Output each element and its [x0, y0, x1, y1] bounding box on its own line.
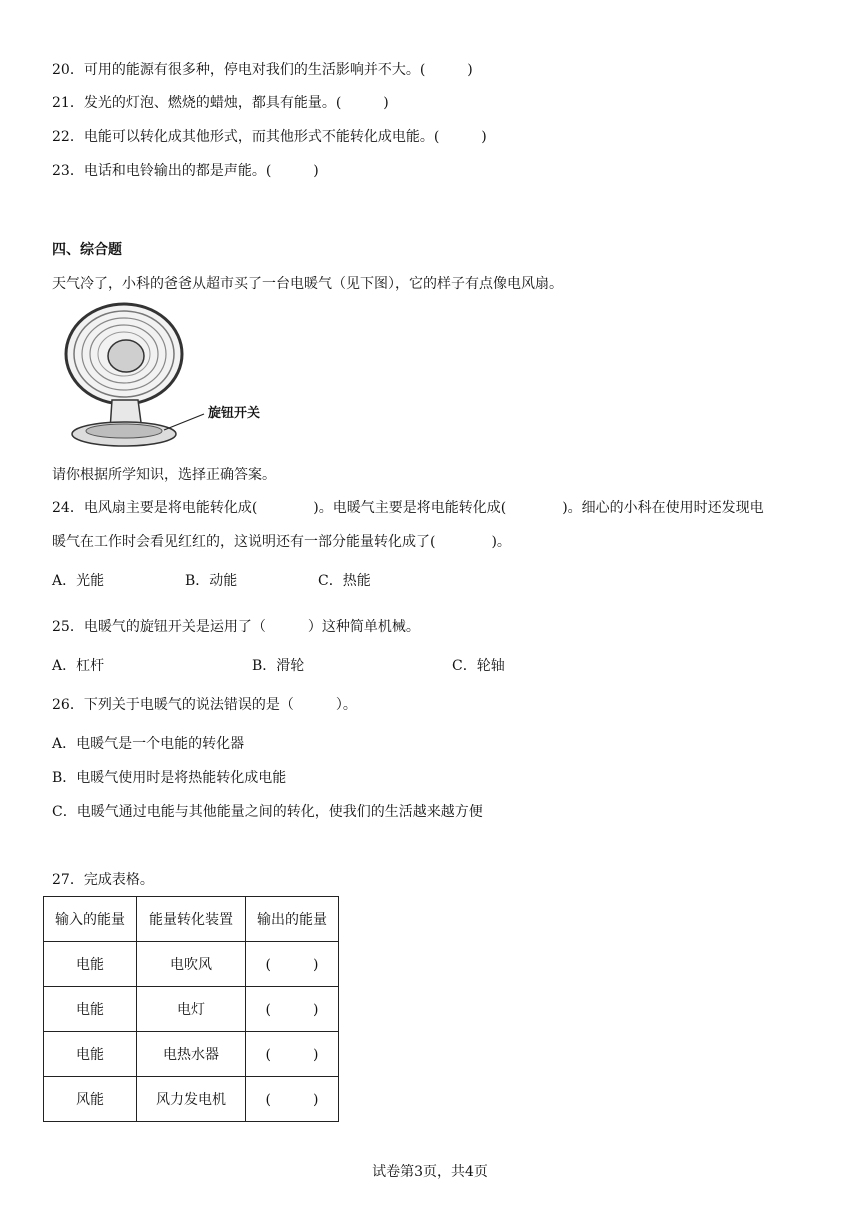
question-24-line1: 24．电风扇主要是将电能转化成( )。电暖气主要是将电能转化成( )。细心的小科在使用时还发现电	[52, 500, 764, 516]
table-cell: 电能	[44, 942, 137, 987]
answer-cell[interactable]: ( )	[246, 987, 339, 1032]
question-25-options	[52, 656, 752, 676]
column-header: 输出的能量	[246, 897, 339, 942]
option-b[interactable]: B．滑轮	[252, 658, 305, 674]
table-header-row	[44, 897, 339, 942]
column-header: 能量转化装置	[137, 897, 246, 942]
option-a[interactable]: A．杠杆	[52, 658, 105, 674]
table-cell: 电能	[44, 1032, 137, 1077]
answer-cell[interactable]: ( )	[246, 1077, 339, 1122]
figure-label: 旋钮开关	[208, 405, 261, 420]
instruction-text: 请你根据所学知识，选择正确答案。	[52, 467, 276, 483]
heater-figure	[62, 300, 302, 456]
option-c[interactable]: C．电暖气通过电能与其他能量之间的转化，使我们的生活越来越方便	[52, 804, 483, 820]
table-cell: 电能	[44, 987, 137, 1032]
option-a[interactable]: A．电暖气是一个电能的转化器	[52, 736, 245, 752]
table-cell: 电灯	[137, 987, 246, 1032]
question-23: 23．电话和电铃输出的都是声能。( )	[52, 163, 319, 179]
answer-cell[interactable]: ( )	[246, 942, 339, 987]
table-cell: 风能	[44, 1077, 137, 1122]
question-27: 27．完成表格。	[52, 872, 154, 888]
table-cell: 电热水器	[137, 1032, 246, 1077]
energy-table	[43, 896, 339, 1122]
question-21: 21．发光的灯泡、燃烧的蜡烛，都具有能量。( )	[52, 95, 389, 111]
option-b[interactable]: B．动能	[185, 573, 238, 589]
option-a[interactable]: A．光能	[52, 573, 105, 589]
table-row	[44, 1032, 339, 1077]
question-24-line2: 暖气在工作时会看见红红的，这说明还有一部分能量转化成了( )。	[52, 534, 511, 550]
table-row	[44, 1077, 339, 1122]
question-22: 22．电能可以转化成其他形式，而其他形式不能转化成电能。( )	[52, 129, 487, 145]
table-row	[44, 942, 339, 987]
option-c[interactable]: C．热能	[318, 573, 371, 589]
table-cell: 电吹风	[137, 942, 246, 987]
question-24-options	[52, 571, 752, 591]
column-header: 输入的能量	[44, 897, 137, 942]
table-cell: 风力发电机	[137, 1077, 246, 1122]
answer-cell[interactable]: ( )	[246, 1032, 339, 1077]
option-c[interactable]: C．轮轴	[452, 658, 505, 674]
option-b[interactable]: B．电暖气使用时是将热能转化成电能	[52, 770, 287, 786]
section-heading: 四、综合题	[52, 242, 122, 258]
question-25: 25．电暖气的旋钮开关是运用了（ ）这种简单机械。	[52, 619, 420, 635]
question-26: 26．下列关于电暖气的说法错误的是（ ）。	[52, 697, 357, 713]
page-footer: 试卷第3页，共4页	[372, 1164, 488, 1180]
question-20: 20．可用的能源有很多种，停电对我们的生活影响并不大。( )	[52, 62, 473, 78]
table-row	[44, 987, 339, 1032]
section-intro: 天气冷了，小科的爸爸从超市买了一台电暖气（见下图），它的样子有点像电风扇。	[52, 276, 563, 292]
